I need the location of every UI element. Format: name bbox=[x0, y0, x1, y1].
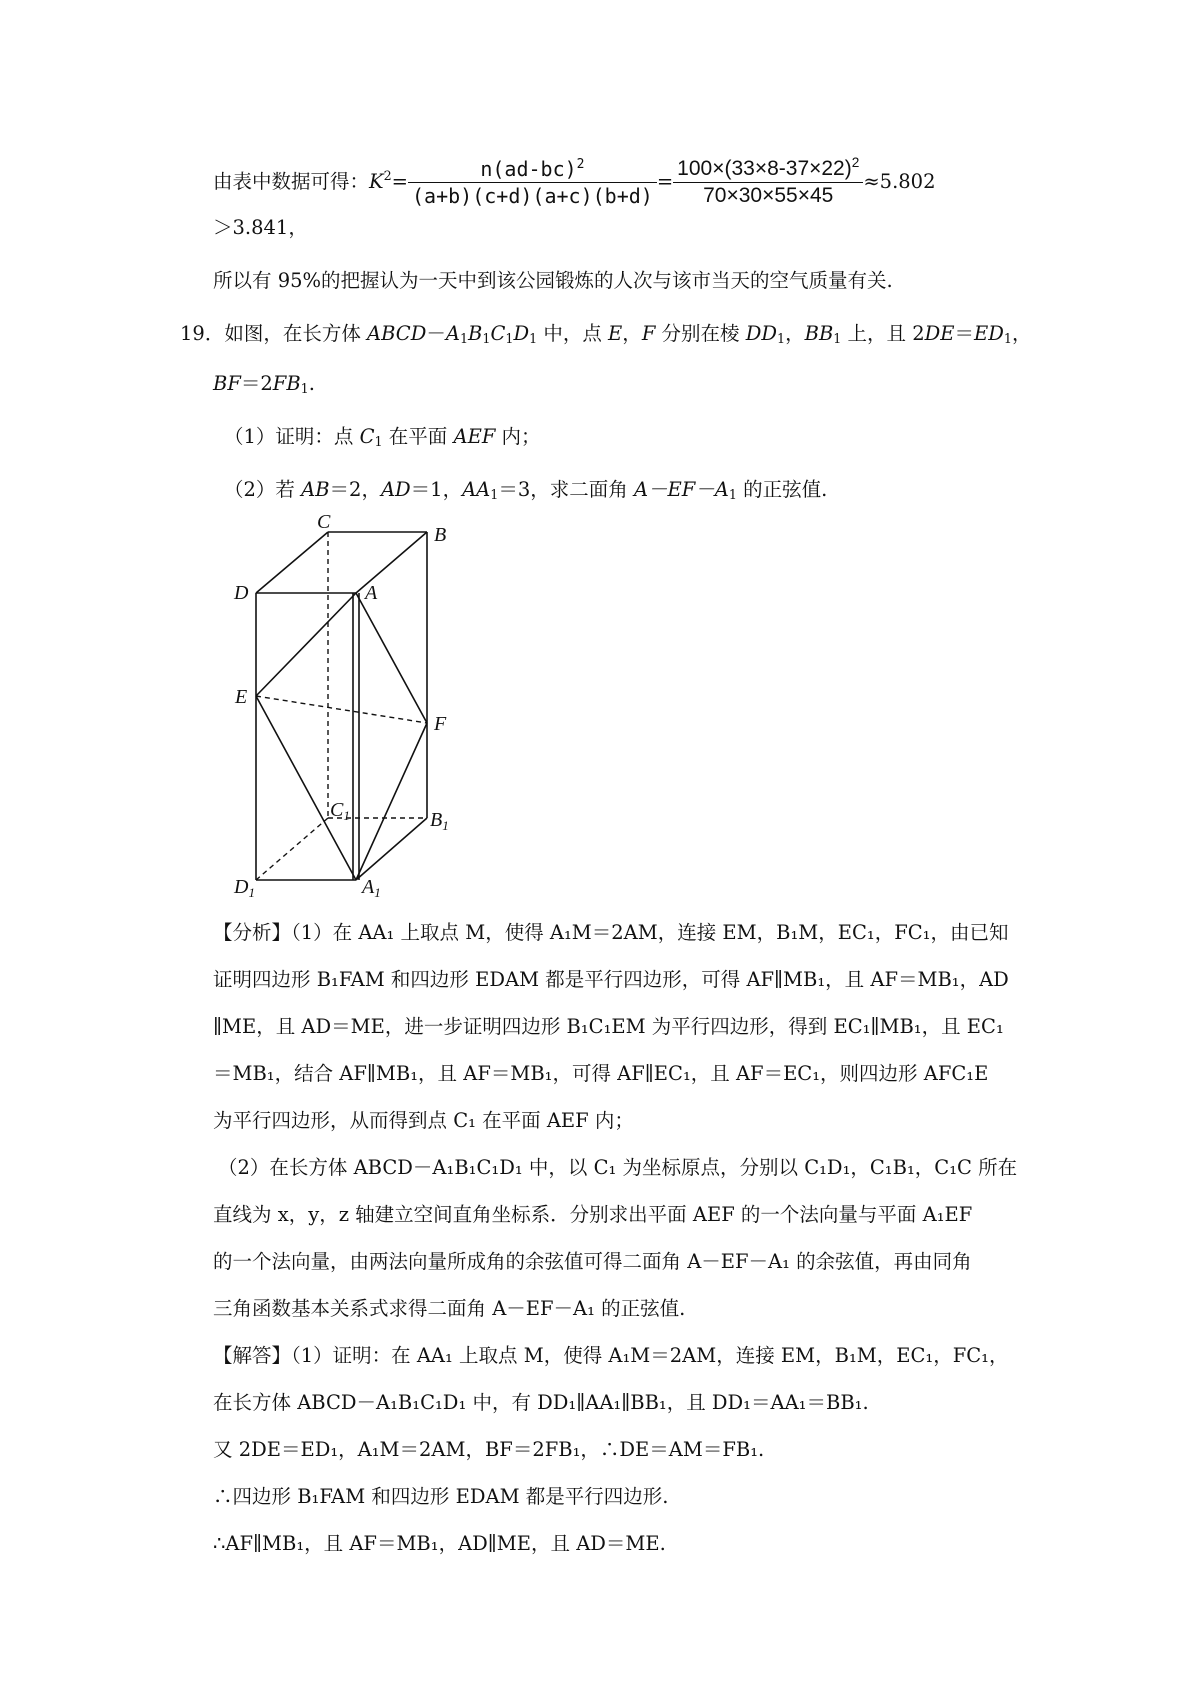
q19-math: BB bbox=[804, 322, 834, 345]
edge-A1B1 bbox=[356, 818, 427, 880]
analysis-line: ＝MB₁，结合 AF∥MB₁，且 AF＝MB₁，可得 AF∥EC₁，且 AF＝EC₁，则四边形 AFC₁E bbox=[213, 1062, 989, 1085]
label-F: F bbox=[434, 713, 447, 735]
q19-text: ＝2， bbox=[329, 478, 381, 501]
edge-FA1 bbox=[356, 723, 427, 880]
analysis-line: 证明四边形 B₁FAM 和四边形 EDAM 都是平行四边形，可得 AF∥MB₁，且 AF＝MB₁，AD bbox=[213, 968, 1009, 991]
q19-math: B bbox=[468, 322, 483, 345]
q19-math: C bbox=[490, 322, 506, 345]
analysis-line: 的一个法向量，由两法向量所成角的余弦值可得二面角 A－EF－A₁ 的余弦值，再由同角 bbox=[213, 1250, 972, 1273]
solution-line: 又 2DE＝ED₁，A₁M＝2AM，BF＝2FB₁，∴DE＝AM＝FB₁. bbox=[213, 1438, 765, 1461]
q19-sub: 1 bbox=[482, 331, 491, 346]
q19-sub: 1 bbox=[300, 381, 309, 396]
conclusion-text: 所以有 95%的把握认为一天中到该公园锻炼的人次与该市当天的空气质量有关. bbox=[213, 269, 893, 292]
edge-EA1 bbox=[256, 696, 356, 880]
formula-eq2: = bbox=[656, 170, 674, 193]
q19-text: 如图，在长方体 bbox=[224, 322, 368, 345]
analysis-line: 为平行四边形，从而得到点 C₁ 在平面 AEF 内； bbox=[213, 1109, 634, 1132]
q19-math: AB bbox=[301, 478, 330, 501]
q19-sub: 1 bbox=[459, 331, 469, 346]
q19-number: 19． bbox=[180, 322, 225, 345]
frac1-numerator-sup: 2 bbox=[576, 157, 585, 172]
q19-math: DD bbox=[745, 322, 778, 345]
q19-text: ＝ bbox=[954, 322, 975, 345]
q19-text: 分别在棱 bbox=[655, 322, 746, 345]
label-A: A bbox=[365, 582, 378, 604]
solution-line: 在长方体 ABCD－A₁B₁C₁D₁ 中，有 DD₁∥AA₁∥BB₁，且 DD₁＝AA₁＝BB₁. bbox=[213, 1391, 869, 1414]
q19-text: 在平面 bbox=[382, 425, 454, 448]
analysis-line: （2）在长方体 ABCD－A₁B₁C₁D₁ 中，以 C₁ 为坐标原点，分别以 C₁D₁，C₁B₁，C₁C 所在 bbox=[218, 1156, 1018, 1179]
q19-sub: 1 bbox=[833, 331, 842, 346]
q19-math: ABCD bbox=[367, 322, 427, 345]
label-C1: $C_1$ bbox=[330, 799, 350, 823]
q19-text: 中，点 bbox=[537, 322, 609, 345]
formula-k-sq: 2 bbox=[383, 168, 392, 183]
frac2-numerator: 100×(33×8-37×22) bbox=[677, 157, 852, 180]
q19-text: － bbox=[426, 322, 446, 345]
solution-line: ∴四边形 B₁FAM 和四边形 EDAM 都是平行四边形. bbox=[213, 1485, 669, 1508]
q19-text: ， bbox=[785, 322, 805, 345]
frac1-denominator: (a+b)(c+d)(a+c)(b+d) bbox=[408, 182, 657, 209]
analysis-line: 三角函数基本关系式求得二面角 A－EF－A₁ 的正弦值. bbox=[213, 1297, 686, 1320]
formula-approx: ≈5.802 bbox=[863, 170, 936, 193]
q19-math: BF bbox=[213, 372, 241, 395]
label-D1: $D_1$ bbox=[234, 876, 255, 900]
q19-text: （2）若 bbox=[224, 478, 302, 501]
q19-math: E bbox=[608, 322, 623, 345]
q19-math: A－EF－A bbox=[633, 478, 729, 501]
frac2-numerator-sup: 2 bbox=[851, 155, 860, 170]
q19-sub: 1 bbox=[505, 331, 514, 346]
q19-text: ， bbox=[1011, 322, 1032, 345]
q19-text: 内； bbox=[495, 425, 541, 448]
formula-continuation: ＞3.841， bbox=[213, 216, 308, 239]
analysis-line: 【分析】（1）在 AA₁ 上取点 M，使得 A₁M＝2AM，连接 EM，B₁M，EC₁，FC₁，由已知 bbox=[213, 921, 1009, 944]
label-E: E bbox=[235, 686, 248, 708]
label-B1: $B_1$ bbox=[430, 809, 449, 833]
formula-k: K bbox=[369, 170, 384, 193]
label-B: B bbox=[434, 524, 447, 546]
q19-math: AA bbox=[462, 478, 491, 501]
edge-DC bbox=[256, 532, 328, 593]
label-A1: $A_1$ bbox=[362, 876, 381, 900]
hidden-edge-EF bbox=[256, 696, 427, 723]
analysis-line: 直线为 x，y，z 轴建立空间直角坐标系．分别求出平面 AEF 的一个法向量与平面 A₁EF bbox=[213, 1203, 973, 1226]
frac1-numerator: n(ad-bc) bbox=[480, 157, 577, 181]
q19-math: AEF bbox=[453, 425, 496, 448]
q19-math: F bbox=[641, 322, 656, 345]
analysis-line: ∥ME，且 AD＝ME，进一步证明四边形 B₁C₁EM 为平行四边形，得到 EC₁∥MB₁，且 EC₁ bbox=[213, 1015, 1004, 1038]
frac2-denominator: 70×30×55×45 bbox=[673, 182, 863, 209]
q19-text: ＝1， bbox=[410, 478, 463, 501]
q19-math: A bbox=[445, 322, 460, 345]
edge-AF bbox=[356, 593, 427, 723]
q19-math: AD bbox=[380, 478, 411, 501]
label-C: C bbox=[317, 511, 331, 533]
q19-math: C bbox=[359, 425, 375, 448]
q19-math: FB bbox=[272, 372, 301, 395]
q19-sub: 1 bbox=[374, 434, 383, 449]
formula-prefix: 由表中数据可得： bbox=[213, 170, 370, 193]
q19-math: DE bbox=[924, 322, 955, 345]
solution-line: 【解答】（1）证明：在 AA₁ 上取点 M，使得 A₁M＝2AM，连接 EM，B₁M，EC₁，FC₁， bbox=[213, 1344, 1009, 1367]
q19-text: . bbox=[308, 372, 315, 395]
q19-text: ＝3，求二面角 bbox=[498, 478, 634, 501]
label-D: D bbox=[234, 582, 249, 604]
q19-sub: 1 bbox=[1003, 331, 1012, 346]
q19-sub: 1 bbox=[728, 487, 737, 502]
hidden-edge-D1C1 bbox=[256, 818, 328, 880]
edge-AE bbox=[256, 593, 356, 696]
q19-text: （1）证明：点 bbox=[224, 425, 360, 448]
q19-sub: 1 bbox=[529, 331, 538, 346]
q19-text: ， bbox=[622, 322, 642, 345]
q19-text: 的正弦值. bbox=[736, 478, 828, 501]
q19-math: D bbox=[513, 322, 530, 345]
q19-math: ED bbox=[974, 322, 1004, 345]
q19-sub: 1 bbox=[777, 331, 786, 346]
q19-text: ＝2 bbox=[240, 372, 273, 395]
q19-text: 上，且 2 bbox=[841, 322, 925, 345]
q19-sub: 1 bbox=[490, 487, 499, 502]
solution-line: ∴AF∥MB₁，且 AF＝MB₁，AD∥ME，且 AD＝ME. bbox=[213, 1532, 666, 1555]
formula-eq1: = bbox=[391, 170, 408, 193]
